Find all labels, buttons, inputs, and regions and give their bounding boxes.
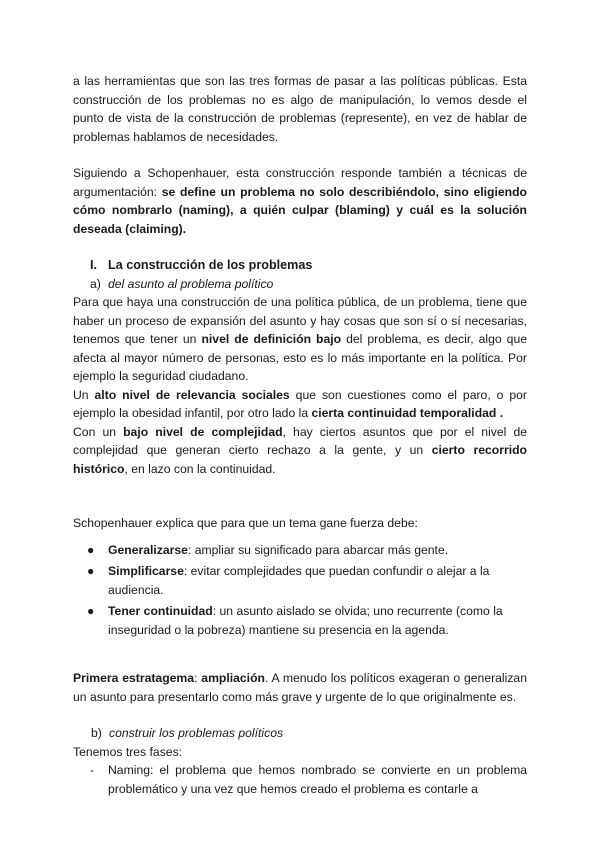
paragraph-relevance: Un alto nivel de relevancia sociales que son cuestiones como el paro, o por ejemplo la obesidad infantil, por otro lado la cierta continuidad temporalidad . (73, 387, 527, 420)
subsection-title: del asunto al problema político (108, 276, 274, 291)
bullet-icon: ● (87, 604, 95, 618)
paragraph-complexity: Con un bajo nivel de complejidad, hay ciertos asuntos que por el nivel de complejidad que generan cierto rechazo a la gente, y un cierto recorrido histórico, en lazo con la continuidad. (73, 424, 527, 476)
paragraph-strength-intro: Schopenhauer explica que para que un tema gane fuerza debe: (73, 516, 418, 530)
paragraph-three-phases: Tenemos tres fases: (73, 744, 183, 759)
subsection-title: construir los problemas políticos (109, 726, 284, 740)
section-title: La construcción de los problemas (108, 258, 313, 272)
list-item: ● Generalizarse: ampliar su significado para abarcar más gente. (73, 541, 527, 560)
subsection-heading-b (91, 724, 527, 743)
list-item: ● Tener continuidad: un asunto aislado se olvida; uno recurrente (como la inseguridad o la pobreza) mantiene su presencia en la agenda. (87, 604, 503, 637)
subsection-number: b) (91, 726, 102, 740)
bold-definition: se define un problema no solo describiéndolo, sino eligiendo cómo nombrarlo (naming), a quién culpar (blaming) y cuál es la solución deseada (claiming). (73, 184, 527, 236)
section-number: I. (90, 258, 97, 272)
bullet-icon: ● (87, 542, 95, 557)
list-item: ● Simplificarse: evitar complejidades que puedan confundir o alejar a la audiencia. (87, 564, 490, 597)
paragraph-definition-level: Para que haya una construcción de una política pública, de un problema, tiene que haber un proceso de expansión del asunto y hay cosas que son sí o sí necesarias, tenemos que tener un nivel de definición bajo del problema, es decir, algo que afecta al mayor número de personas, esto es lo más importante en la política. Por ejemplo la seguridad ciudadano. (73, 295, 528, 383)
bullet-icon: ● (87, 564, 95, 578)
bullet-list (73, 541, 527, 640)
section-heading-1 (73, 256, 527, 275)
dash-icon: - (90, 763, 95, 777)
paragraph-first-stratagem: Primera estratagema: ampliación. A menudo los políticos exageran o generalizan un asunto para presentarlo como más grave y urgente de lo que originalmente es. (73, 671, 527, 704)
list-item: - Naming: el problema que hemos nombrado se convierte en un problema problemático y una vez que hemos creado el problema es contarle a (90, 763, 527, 796)
subsection-number: a) (90, 276, 101, 291)
subsection-heading-a (90, 275, 527, 294)
dash-list (73, 761, 527, 798)
paragraph-schopenhauer-argumentation: Siguiendo a Schopenhauer, esta construcción responde también a técnicas de argumentación: se define un problema no solo describiéndolo, sino eligiendo cómo nombrarlo (naming), a quién culpar (blaming) y cuál es la solución deseada (claiming). (73, 166, 527, 236)
paragraph-intro: a las herramientas que son las tres formas de pasar a las políticas públicas. Esta construcción de los problemas no es algo de manipulación, lo vemos desde el punto de vista de la construcción de problemas (represente), en vez de hablar de problemas hablamos de necesidades. (73, 74, 527, 144)
document-page (73, 72, 527, 798)
